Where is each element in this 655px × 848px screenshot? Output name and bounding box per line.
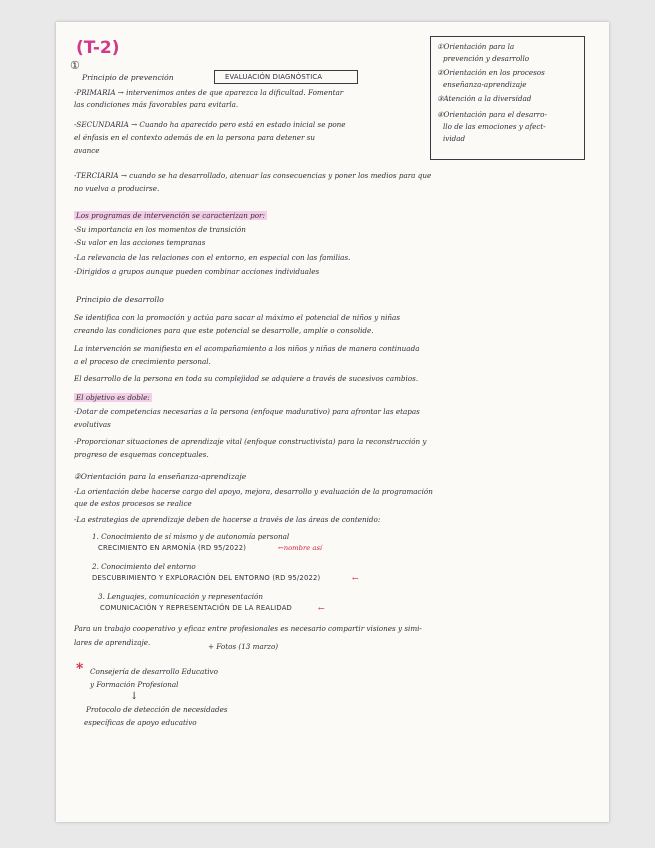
area-note: ←nombre así <box>278 544 323 552</box>
objetivo-line: -Proporcionar situaciones de aprendizaje vital (enfoque constructivista) para la reconstrucción y <box>74 437 427 446</box>
fotos-note: + Fotos (13 marzo) <box>208 642 279 651</box>
prevencion-line: -SECUNDARIA → Cuando ha aparecido pero está en estado inicial se pone <box>74 120 346 129</box>
objetivo-line: -Dotar de competencias necesarias a la persona (enfoque madurativo) para afrontar las etapas <box>74 407 420 416</box>
programas-heading-text: Los programas de intervención se caracterizan por: <box>76 211 265 220</box>
page-title: (T-2) <box>76 38 120 58</box>
prevencion-line: las condiciones más favorables para evitarla. <box>74 100 239 109</box>
area-caps: CRECIMIENTO EN ARMONÍA (RD 95/2022) <box>98 544 247 552</box>
area-note: ← <box>352 574 359 583</box>
area-caps: DESCUBRIMIENTO Y EXPLORACIÓN DEL ENTORNO (RD 95/2022) <box>92 574 321 582</box>
orientacion-heading: ②Orientación para la enseñanza-aprendizaje <box>74 472 247 481</box>
orientacion-line: -La estrategias de aprendizaje deben de hacerse a través de las áreas de contenido: <box>74 515 381 524</box>
evaluacion-label: EVALUACIÓN DIAGNÓSTICA <box>225 73 323 81</box>
protocolo-line: específicas de apoyo educativo <box>84 718 197 727</box>
prevencion-line: -TERCIARIA → cuando se ha desarrollado, atenuar las consecuencias y poner los medios para que <box>74 171 432 180</box>
summary-box <box>430 36 585 160</box>
orientacion-line: -La orientación debe hacerse cargo del apoyo, mejora, desarrollo y evaluación de la programación <box>74 487 433 496</box>
objetivo-line: evolutivas <box>74 420 111 429</box>
prevencion-line: -PRIMARIA → intervenimos antes de que aparezca la dificultad. Fomentar <box>74 88 344 97</box>
desarrollo-line: El desarrollo de la persona en toda su complejidad se adquiere a través de sucesivos cambios. <box>74 374 419 383</box>
prevencion-line: no vuelva a producirse. <box>74 184 160 193</box>
star-mark: * <box>76 661 84 677</box>
trabajo-line: lares de aprendizaje. <box>74 638 151 647</box>
objetivo-line: progreso de esquemas conceptuales. <box>74 450 209 459</box>
desarrollo-line: creando las condiciones para que este potencial se desarrolle, amplíe o consolide. <box>74 326 374 335</box>
principio-desarrollo-heading: Principio de desarrollo <box>76 295 164 304</box>
area-caps: COMUNICACIÓN Y REPRESENTACIÓN DE LA REALIDAD <box>100 604 292 612</box>
prevencion-line: avance <box>74 146 100 155</box>
programas-line: -Su valor en las acciones tempranas <box>74 238 206 247</box>
summary-line: ②Orientación en los procesos <box>437 68 545 77</box>
orientacion-line: que de estos procesos se realice <box>74 499 192 508</box>
section-marker-1: ① <box>70 59 80 72</box>
summary-line: ③Atención a la diversidad <box>437 94 532 103</box>
summary-line: llo de las emociones y afect- <box>443 122 546 131</box>
objetivo-heading <box>74 394 152 401</box>
protocolo-line: Protocolo de detección de necesidades <box>86 705 228 714</box>
area-note: ← <box>318 604 325 613</box>
summary-line: ①Orientación para la <box>437 42 515 51</box>
desarrollo-line: La intervención se manifiesta en el acompañamiento a los niños y niñas de manera continuada <box>74 344 420 353</box>
prevencion-line: el énfasis en el contexto además de en la persona para detener su <box>74 133 316 142</box>
desarrollo-line: a el proceso de crecimiento personal. <box>74 357 211 366</box>
consejeria-line: Consejería de desarrollo Educativo <box>90 667 218 676</box>
area-line: 1. Conocimiento de sí mismo y de autonomía personal <box>92 532 290 541</box>
summary-line: ④Orientación para el desarro- <box>437 110 547 119</box>
principio-prevencion-heading: Principio de prevención <box>82 73 174 82</box>
programas-line: -Su importancia en los momentos de transición <box>74 225 246 234</box>
arrow-down-icon: ↓ <box>130 691 139 702</box>
trabajo-line: Para un trabajo cooperativo y eficaz entre profesionales es necesario compartir visiones y simi- <box>74 624 422 633</box>
objetivo-heading-text: El objetivo es doble: <box>76 393 150 402</box>
evaluacion-box <box>214 70 358 84</box>
consejeria-line: y Formación Profesional <box>90 680 179 689</box>
notebook-page <box>56 22 609 822</box>
summary-line: ividad <box>443 134 466 143</box>
desarrollo-line: Se identifica con la promoción y actúa para sacar al máximo el potencial de niños y niñas <box>74 313 401 322</box>
summary-line: prevención y desarrollo <box>443 54 530 63</box>
summary-line: enseñanza-aprendizaje <box>443 80 527 89</box>
programas-line: -La relevancia de las relaciones con el entorno, en especial con las familias. <box>74 253 351 262</box>
programas-line: -Dirigidos a grupos aunque pueden combinar acciones individuales <box>74 267 320 276</box>
programas-heading <box>74 212 267 219</box>
area-line: 2. Conocimiento del entorno <box>92 562 196 571</box>
area-line: 3. Lenguajes, comunicación y representación <box>98 592 264 601</box>
